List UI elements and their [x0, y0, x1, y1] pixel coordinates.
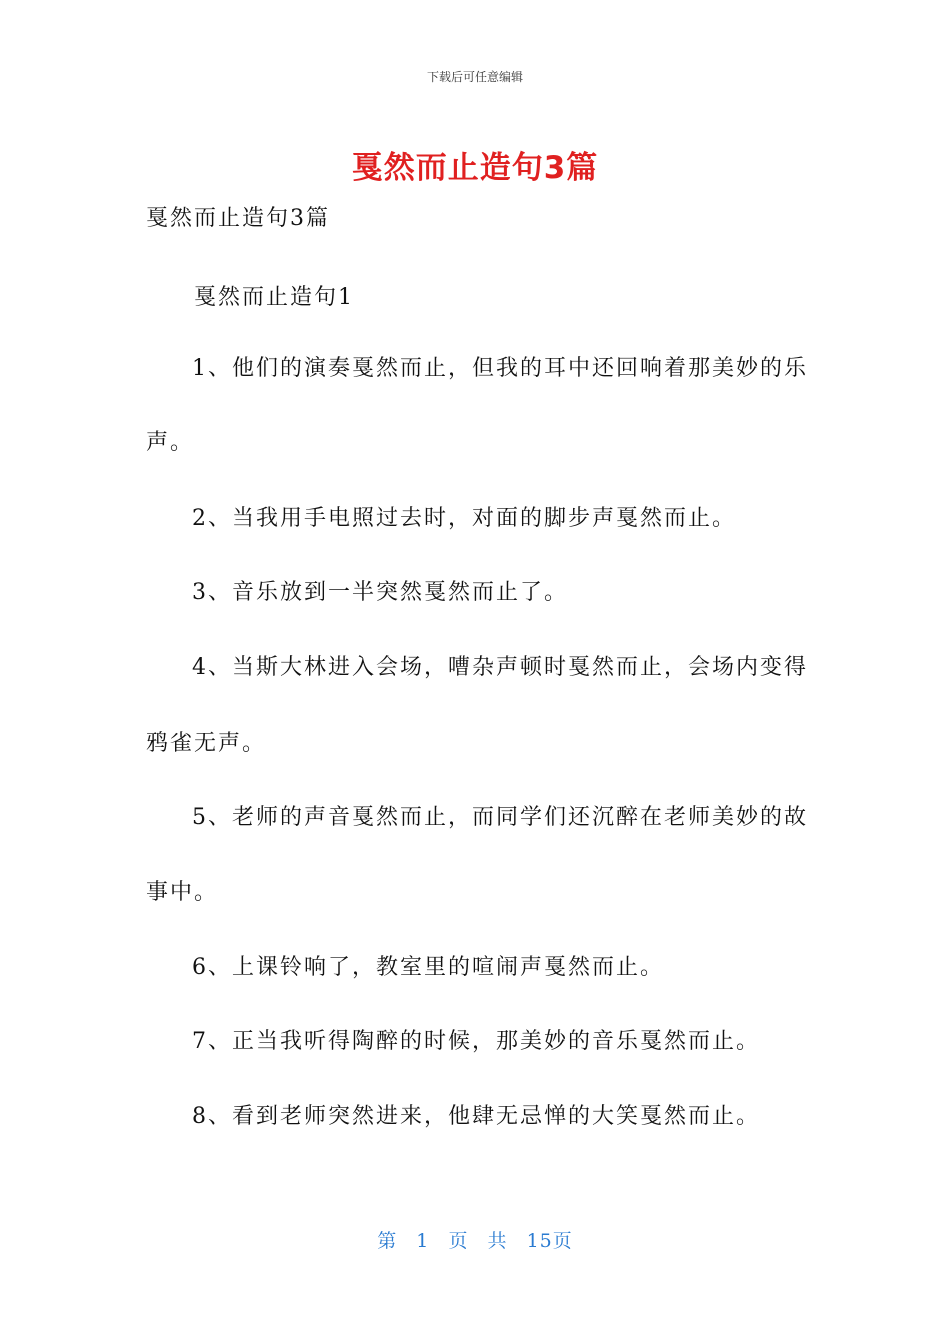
- sentence-line: 8、看到老师突然进来，他肆无忌惮的大笑戛然而止。: [192, 1104, 760, 1129]
- document-subtitle: 戛然而止造句3篇: [146, 206, 330, 231]
- sentence-line: 6、上课铃响了，教室里的喧闹声戛然而止。: [192, 955, 664, 980]
- total-pages: 15页: [526, 1230, 573, 1252]
- page-footer: [0, 1226, 950, 1253]
- current-page-number: 1: [416, 1230, 430, 1252]
- document-title: 戛然而止造句3篇: [351, 150, 599, 186]
- sentence-line: 7、正当我听得陶醉的时候，那美妙的音乐戛然而止。: [192, 1029, 760, 1054]
- page-label-suffix: 页: [448, 1230, 469, 1252]
- sentence-line: 事中。: [146, 880, 219, 905]
- page-label-prefix: 第: [377, 1230, 398, 1252]
- sentence-line: 5、老师的声音戛然而止，而同学们还沉醉在老师美妙的故: [192, 805, 808, 830]
- sentence-line: 声。: [146, 430, 195, 455]
- sentence-line: 3、音乐放到一半突然戛然而止了。: [192, 580, 568, 605]
- sentence-line: 鸦雀无声。: [146, 731, 267, 756]
- header-note: 下载后可任意编辑: [426, 70, 523, 84]
- sentence-line: 1、他们的演奏戛然而止，但我的耳中还回响着那美妙的乐: [192, 356, 808, 381]
- sentence-line: 4、当斯大林进入会场，嘈杂声顿时戛然而止，会场内变得: [192, 655, 808, 680]
- total-label: 共: [487, 1230, 508, 1252]
- sentence-line: 2、当我用手电照过去时，对面的脚步声戛然而止。: [192, 506, 736, 531]
- section-heading: 戛然而止造句1: [194, 285, 354, 310]
